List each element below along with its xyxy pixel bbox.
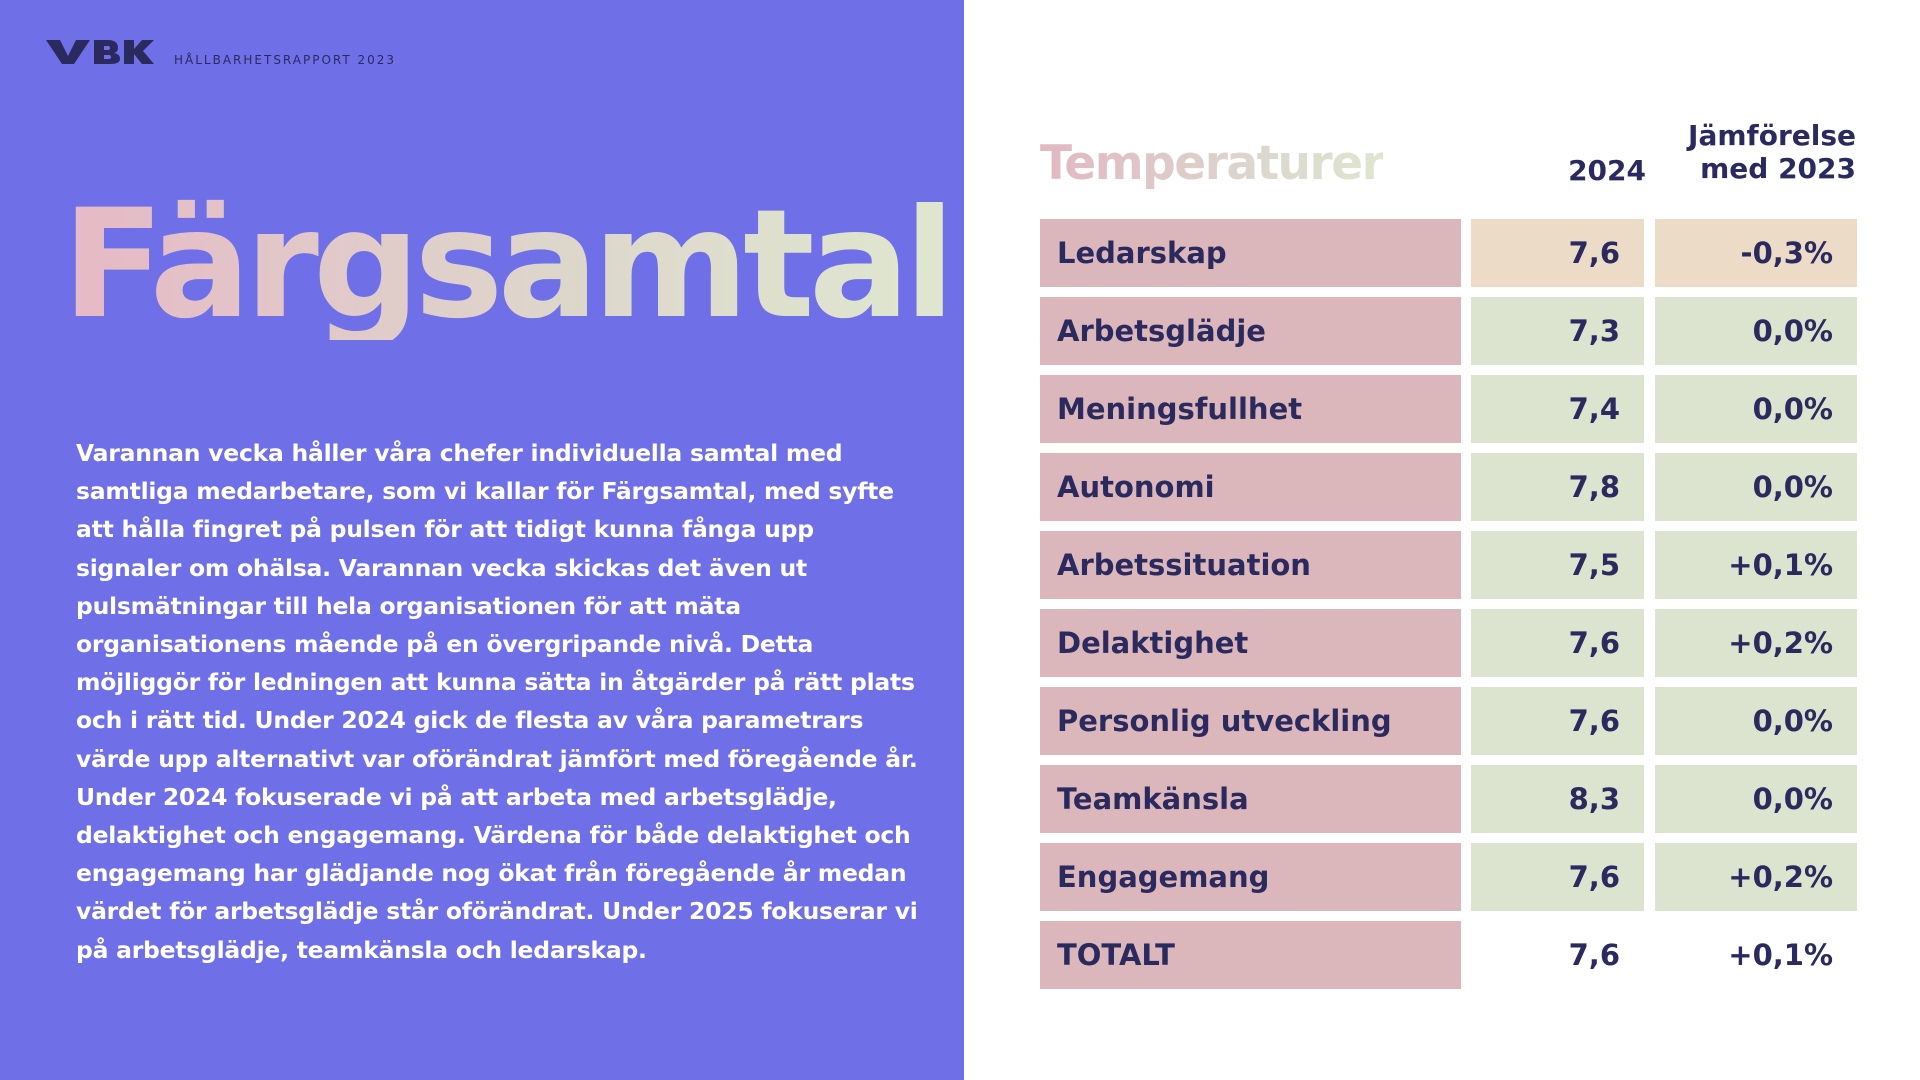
report-label: HÅLLBARHETSRAPPORT 2023	[174, 53, 397, 67]
row-value-2024: 7,6	[1471, 219, 1644, 287]
row-change: 0,0%	[1655, 375, 1857, 443]
table-row	[1040, 531, 1857, 599]
row-change: +0,2%	[1655, 843, 1857, 911]
row-label: Ledarskap	[1040, 219, 1461, 287]
row-change: -0,3%	[1655, 219, 1857, 287]
row-label: Autonomi	[1040, 453, 1461, 521]
table-row	[1040, 687, 1857, 755]
body-paragraph: Varannan vecka håller våra chefer individuella samtal med samtliga medarbetare, som vi kallar för Färgsamtal, med syfte att hålla fingret på pulsen för att tidigt kunna fånga upp signaler om ohälsa. Varannan vecka skickas det även ut pulsmätningar till hela organisationen för att mäta organisationens mående på en övergripande nivå. Detta möjliggör för ledningen att kunna sätta in åtgärder på rätt plats och i rätt tid. Under 2024 gick de flesta av våra parametrars värde upp alternativt var oförändrat jämfört med föregående år. Under 2024 fokuserade vi på att arbeta med arbetsglädje, delaktighet och engagemang. Värdena för både delaktighet och engagemang har glädjande nog ökat från föregående år medan värdet för arbetsglädje står oförändrat. Under 2025 fokuserar vi på arbetsglädje, teamkänsla och ledarskap.	[76, 439, 918, 964]
table-row	[1040, 843, 1857, 911]
row-value-2024: 7,6	[1471, 843, 1644, 911]
table-row	[1040, 765, 1857, 833]
row-label: Meningsfullhet	[1040, 375, 1461, 443]
row-label: Arbetssituation	[1040, 531, 1461, 599]
table-title: Temperaturer	[1040, 136, 1384, 191]
row-label: Engagemang	[1040, 843, 1461, 911]
row-value-2024: 7,6	[1471, 687, 1644, 755]
row-value-2024: 7,8	[1471, 453, 1644, 521]
table-row	[1040, 219, 1857, 287]
row-label: Arbetsglädje	[1040, 297, 1461, 365]
table-row-total	[1040, 921, 1857, 989]
row-label: Delaktighet	[1040, 609, 1461, 677]
table-row	[1040, 375, 1857, 443]
row-change: 0,0%	[1655, 453, 1857, 521]
column-header-comparison-line1: Jämförelse	[1688, 119, 1856, 152]
row-value-2024: 8,3	[1471, 765, 1644, 833]
row-value-2024: 7,4	[1471, 375, 1644, 443]
row-label: TOTALT	[1040, 921, 1461, 989]
row-label: Teamkänsla	[1040, 765, 1461, 833]
column-header-comparison-line2: med 2023	[1700, 152, 1856, 185]
column-header-year: 2024	[1568, 154, 1646, 187]
row-value-2024: 7,6	[1471, 609, 1644, 677]
table-row	[1040, 453, 1857, 521]
row-value-2024: 7,5	[1471, 531, 1644, 599]
row-change: 0,0%	[1655, 687, 1857, 755]
row-change: +0,1%	[1655, 531, 1857, 599]
company-logo	[46, 36, 154, 66]
table-row	[1040, 297, 1857, 365]
column-header-comparison	[1652, 119, 1856, 185]
page-title: Färgsamtal	[62, 178, 950, 352]
row-change: 0,0%	[1655, 297, 1857, 365]
table-row	[1040, 609, 1857, 677]
row-value-2024: 7,6	[1568, 938, 1620, 972]
row-change: 0,0%	[1655, 765, 1857, 833]
row-label: Personlig utveckling	[1040, 687, 1461, 755]
row-change: +0,1%	[1728, 938, 1833, 972]
row-change: +0,2%	[1655, 609, 1857, 677]
row-value-2024: 7,3	[1471, 297, 1644, 365]
